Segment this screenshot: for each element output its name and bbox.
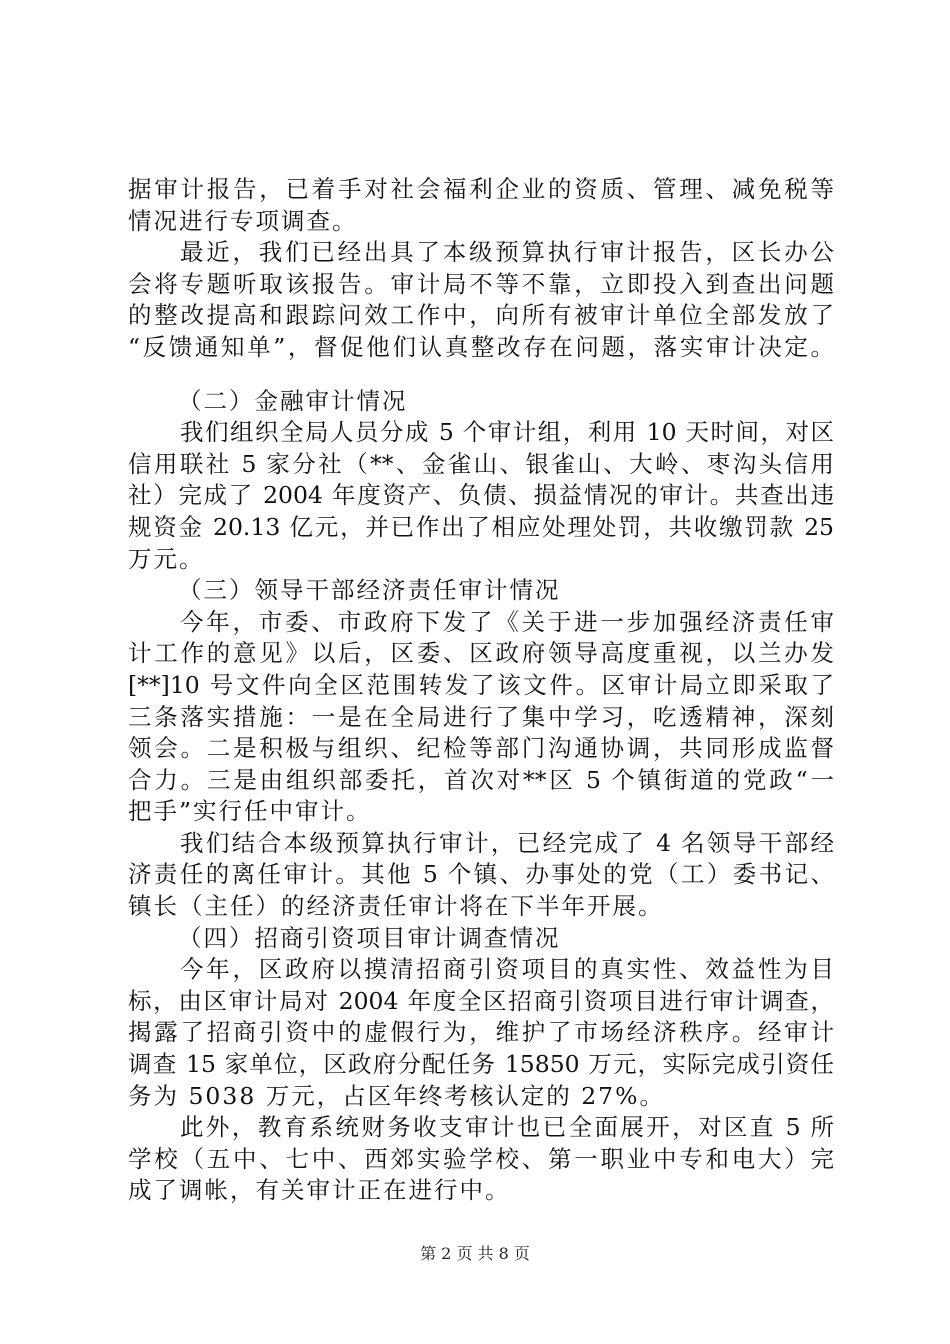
paragraph-line: 信用联社 5 家分社（**、金雀山、银雀山、大岭、枣沟头信用 [128,449,834,478]
paragraph-line: 我们组织全局人员分成 5 个审计组，利用 10 天时间，对区 [180,418,834,447]
paragraph-line: 领会。二是积极与组织、纪检等部门沟通协调，共同形成监督 [128,734,834,763]
paragraph-line: 合力。三是由组织部委托，首次对**区 5 个镇街道的党政“一 [128,765,834,794]
paragraph-line: 据审计报告，已着手对社会福利企业的资质、管理、减免税等 [128,175,834,203]
paragraph-line: 务为 5038 万元，占区年终考核认定的 27%。 [128,1081,665,1110]
paragraph-line: 规资金 20.13 亿元，并已作出了相应处理处罚，共收缴罚款 25 [128,512,834,541]
paragraph-line: 标，由区审计局对 2004 年度全区招商引资项目进行审计调查， [128,986,834,1015]
paragraph-line: 万元。 [128,544,205,573]
paragraph-line: 今年，市委、市政府下发了《关于进一步加强经济责任审 [180,607,834,636]
paragraph-line: 计工作的意见》以后，区委、区政府领导高度重视，以兰办发 [128,639,834,668]
paragraph-line: 会将专题听取该报告。审计局不等不靠，立即投入到查出问题 [128,269,834,298]
paragraph-line: 学校（五中、七中、西郊实验学校、第一职业中专和电大）完 [128,1144,834,1173]
section-heading: （四）招商引资项目审计调查情况 [178,923,561,952]
paragraph-line: 成了调帐，有关审计正在进行中。 [128,1176,511,1205]
paragraph-line: 今年，区政府以摸清招商引资项目的真实性、效益性为目 [180,955,834,984]
paragraph-line: 社）完成了 2004 年度资产、负债、损益情况的审计。共查出违 [128,481,834,510]
paragraph-line: 的整改提高和跟踪问效工作中，向所有被审计单位全部发放了 [128,301,834,330]
paragraph-line: 把手”实行任中审计。 [128,797,372,826]
paragraph-line: [**]10 号文件向全区范围转发了该文件。区审计局立即采取了 [128,670,834,699]
section-heading: （二）金融审计情况 [178,386,408,415]
paragraph-line: 济责任的离任审计。其他 5 个镇、办事处的党（工）委书记、 [128,860,834,889]
section-heading: （三）领导干部经济责任审计情况 [178,576,561,605]
document-body [128,174,834,1207]
page-footer: 第 2 页 共 8 页 [420,1244,530,1263]
paragraph-line: 三条落实措施：一是在全局进行了集中学习，吃透精神，深刻 [128,702,834,731]
spacer [128,364,834,386]
paragraph-line: 揭露了招商引资中的虚假行为，维护了市场经济秩序。经审计 [128,1018,834,1047]
paragraph-line: 我们结合本级预算执行审计，已经完成了 4 名领导干部经 [180,828,834,857]
paragraph-line: 情况进行专项调查。 [128,206,358,235]
paragraph-line: “反馈通知单”，督促他们认真整改存在问题，落实审计决定。 [128,332,834,361]
paragraph-line: 调查 15 家单位，区政府分配任务 15850 万元，实际完成引资任 [128,1050,834,1079]
paragraph-line: 最近，我们已经出具了本级预算执行审计报告，区长办公 [180,238,834,267]
paragraph-line: 此外，教育系统财务收支审计也已全面展开，对区直 5 所 [180,1113,834,1142]
paragraph-line: 镇长（主任）的经济责任审计将在下半年开展。 [128,892,664,921]
